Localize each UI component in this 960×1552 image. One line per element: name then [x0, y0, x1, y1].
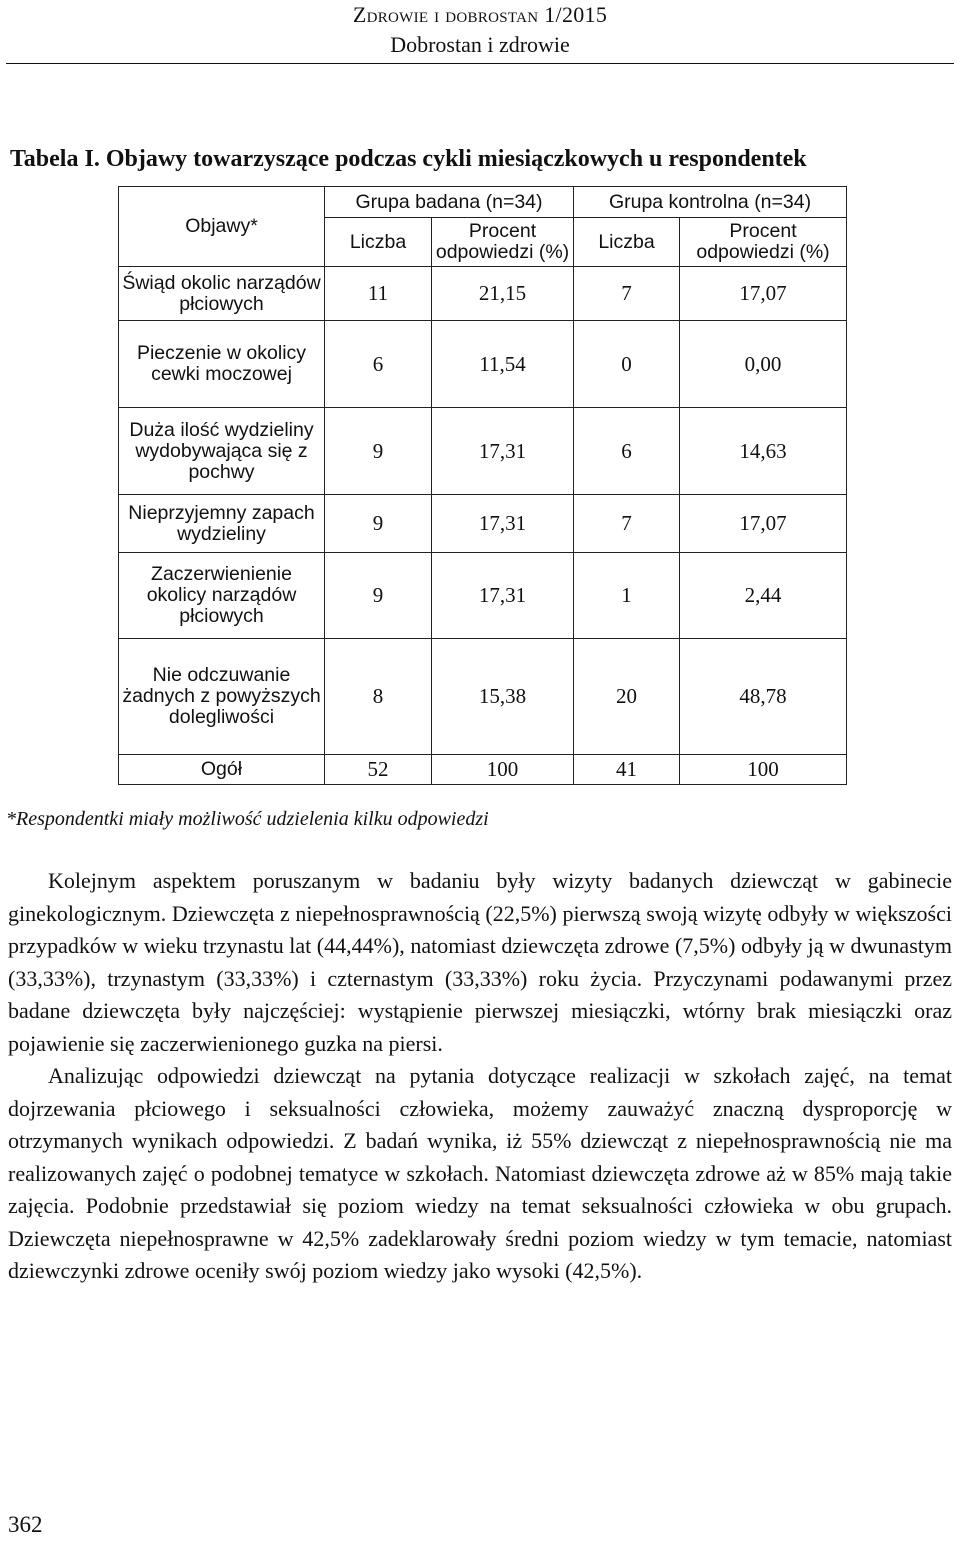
cell-g2-percent: 48,78	[680, 639, 847, 755]
cell-g2-percent: 0,00	[680, 321, 847, 408]
cell-g2-count: 20	[574, 639, 680, 755]
table-row	[119, 408, 847, 495]
table-footnote: *Respondentki miały możliwość udzielenia kilku odpowiedzi	[6, 808, 489, 830]
cell-g1-count: 9	[325, 495, 432, 553]
cell-g2-count: 7	[574, 495, 680, 553]
symptoms-table	[118, 186, 847, 785]
cell-g2-percent: 14,63	[680, 408, 847, 495]
col-header-group-control: Grupa kontrolna (n=34)	[574, 187, 847, 218]
cell-symptom: Duża ilość wydzieliny wydobywająca się z pochwy	[119, 408, 325, 495]
cell-g1-percent: 17,31	[432, 553, 574, 639]
cell-g2-count: 6	[574, 408, 680, 495]
cell-g2-count: 7	[574, 267, 680, 321]
paragraph: Kolejnym aspektem poruszanym w badaniu były wizyty badanych dziewcząt w gabinecie ginekologicznym. Dziewczęta z niepełnosprawnością (22,5%) pierwszą swoją wizytę odbyły w większości przypadków w wieku trzynastu lat (44,44%), natomiast dziewczęta zdrowe (7,5%) odbyły ją w dwunastym (33,33%), trzynastym (33,33%) i czternastym (33,33%) roku życia. Przyczynami podawanymi przez badane dziewczęta były najczęściej: wystąpienie pierwszej miesiączki, wtórny brak miesiączki oraz pojawienie się zaczerwienionego guzka na piersi.	[8, 868, 952, 1056]
cell-g2-percent: 2,44	[680, 553, 847, 639]
cell-g2-percent: 100	[680, 755, 847, 785]
cell-g1-count: 6	[325, 321, 432, 408]
table-row	[119, 639, 847, 755]
cell-g1-percent: 17,31	[432, 408, 574, 495]
col-header-percent: Procent odpowiedzi (%)	[432, 218, 574, 267]
cell-g1-percent: 100	[432, 755, 574, 785]
cell-g2-count: 41	[574, 755, 680, 785]
journal-subtitle: Dobrostan i zdrowie	[390, 32, 570, 57]
header-rule	[6, 63, 954, 64]
page-number: 362	[8, 1512, 43, 1537]
table-total-row	[119, 755, 847, 785]
running-header	[0, 0, 960, 60]
cell-symptom: Pieczenie w okolicy cewki moczowej	[119, 321, 325, 408]
cell-g1-percent: 11,54	[432, 321, 574, 408]
cell-g2-percent: 17,07	[680, 267, 847, 321]
journal-title: Zdrowie i dobrostan 1/2015	[352, 2, 608, 27]
cell-g2-percent: 17,07	[680, 495, 847, 553]
cell-symptom: Świąd okolic narządów płciowych	[119, 267, 325, 321]
cell-symptom: Zaczerwienienie okolicy narządów płciowych	[119, 553, 325, 639]
cell-symptom: Ogół	[119, 755, 325, 785]
cell-g1-count: 9	[325, 408, 432, 495]
cell-symptom: Nie odczuwanie żadnych z powyższych dolegliwości	[119, 639, 325, 755]
cell-g2-count: 0	[574, 321, 680, 408]
cell-g1-count: 8	[325, 639, 432, 755]
col-header-percent: Procent odpowiedzi (%)	[680, 218, 847, 267]
body-text	[8, 865, 952, 1288]
table-row	[119, 553, 847, 639]
cell-g1-count: 11	[325, 267, 432, 321]
cell-g1-count: 9	[325, 553, 432, 639]
cell-g1-count: 52	[325, 755, 432, 785]
cell-g1-percent: 15,38	[432, 639, 574, 755]
table-row	[119, 321, 847, 408]
table-row	[119, 267, 847, 321]
col-header-count: Liczba	[325, 218, 432, 267]
table-header-row-1	[119, 187, 847, 218]
col-header-count: Liczba	[574, 218, 680, 267]
col-header-symptoms: Objawy*	[119, 187, 325, 267]
cell-symptom: Nieprzyjemny zapach wydzieliny	[119, 495, 325, 553]
cell-g2-count: 1	[574, 553, 680, 639]
table-row	[119, 495, 847, 553]
cell-g1-percent: 17,31	[432, 495, 574, 553]
col-header-group-study: Grupa badana (n=34)	[325, 187, 574, 218]
paragraph: Analizując odpowiedzi dziewcząt na pytania dotyczące realizacji w szkołach zajęć, na temat dojrzewania płciowego i seksualności człowieka, możemy zauważyć znaczną dysproporcję w otrzymanych wynikach odpowiedzi. Z badań wynika, iż 55% dziewcząt z niepełnosprawnością nie ma realizowanych zajęć o podobnej tematyce w szkołach. Natomiast dziewczęta zdrowe aż w 85% mają takie zajęcia. Podobnie przedstawiał się poziom wiedzy na temat seksualności człowieka w obu grupach. Dziewczęta niepełnosprawne w 42,5% zadeklarowały średni poziom wiedzy w tym temacie, natomiast dziewczynki zdrowe oceniły swój poziom wiedzy jako wysoki (42,5%).	[8, 1063, 952, 1283]
table-caption: Tabela I. Objawy towarzyszące podczas cykli miesiączkowych u respondentek	[10, 146, 807, 172]
cell-g1-percent: 21,15	[432, 267, 574, 321]
